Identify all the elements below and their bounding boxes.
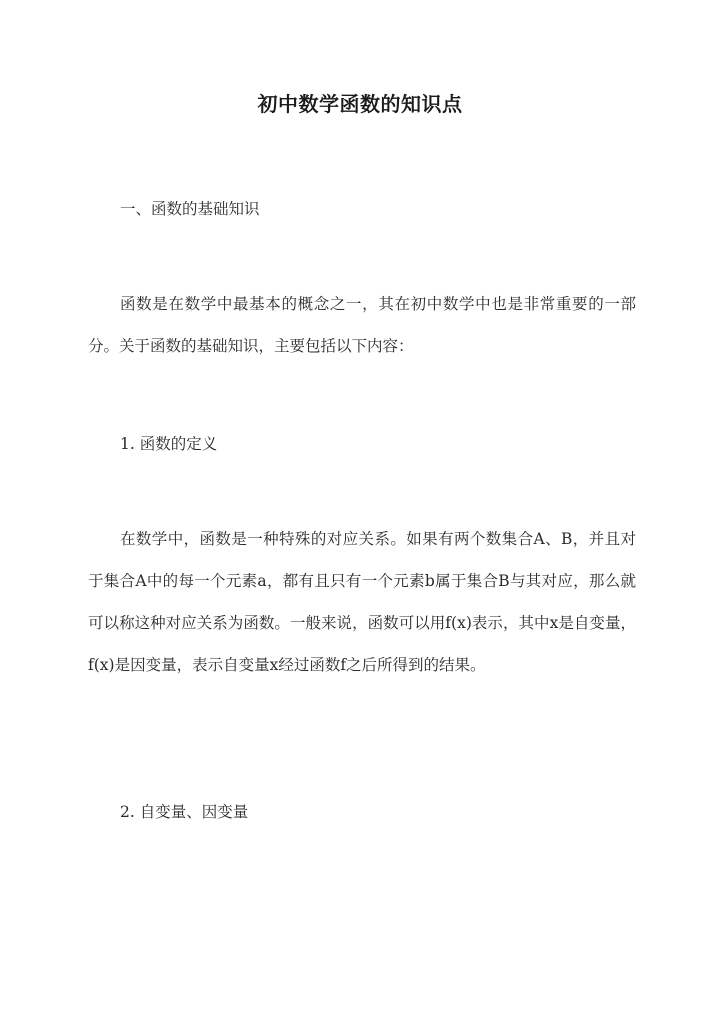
item-heading-definition: 1. 函数的定义 bbox=[120, 435, 218, 453]
definition-paragraph: 在数学中，函数是一种特殊的对应关系。如果有两个数集合A、B，并且对于集合A中的每一个元素a，都有且只有一个元素b属于集合B与其对应，那么就可以称这种对应关系为函数。一般来说，函数可以用f(x)表示，其中x是自变量，f(x)是因变量，表示自变量x经过函数f之后所得到的结果。 bbox=[88, 530, 636, 674]
item-heading-variables: 2. 自变量、因变量 bbox=[120, 803, 249, 821]
document-title: 初中数学函数的知识点 bbox=[257, 92, 463, 116]
section-paragraph: 函数是在数学中最基本的概念之一，其在初中数学中也是非常重要的一部分。关于函数的基础知识，主要包括以下内容： bbox=[88, 295, 636, 355]
section-heading: 一、函数的基础知识 bbox=[120, 200, 260, 218]
